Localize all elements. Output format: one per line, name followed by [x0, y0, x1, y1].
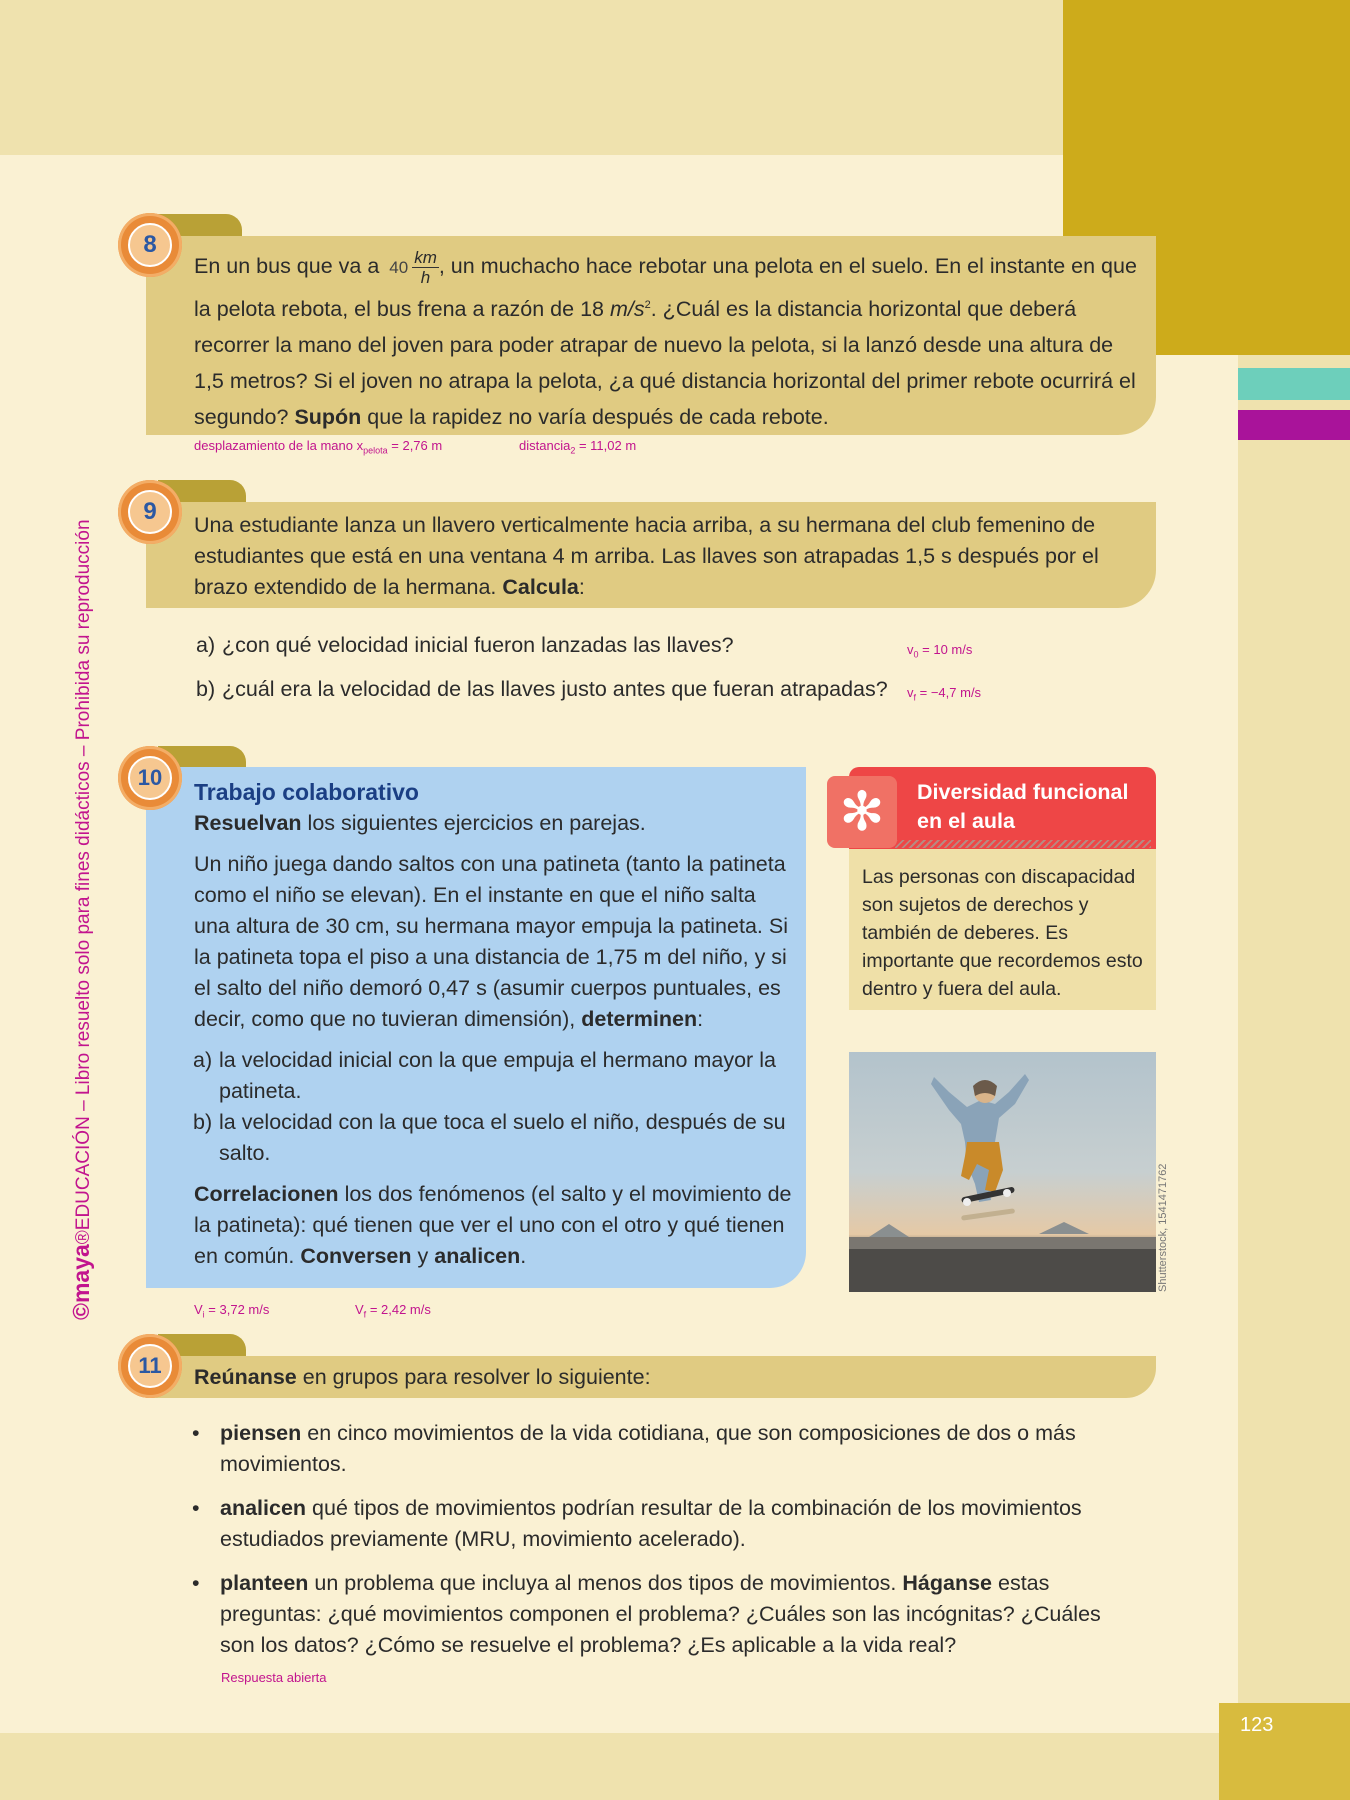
list-item: • piensen en cinco movimientos de la vida cotidiana, que son composiciones de dos o más movimientos. — [192, 1421, 1076, 1476]
exercise-10-answer-1: $V_i = 3,72$ m/s — [194, 1302, 270, 1320]
page-number: 123 — [1240, 1714, 1274, 1736]
diversity-hatch-divider — [895, 840, 1151, 848]
asterisk-icon: ✻ — [827, 776, 897, 848]
exercise-9-answer-b: $v_f = -4,7$ m/s — [907, 685, 982, 703]
magenta-tab — [1238, 410, 1350, 440]
skateboard-photo — [849, 1052, 1156, 1292]
exercise-9-item-a: a) ¿con qué velocidad inicial fueron lanzadas las llaves? — [196, 633, 734, 657]
exercise-11-list — [188, 1418, 1138, 1674]
exercise-10-intro: Resuelvan los siguientes ejercicios en parejas. — [194, 811, 646, 835]
exercise-8-answer-2: distancia$_2$ = 11,02 m — [519, 438, 637, 456]
exercise-8-text: En un bus que va a 40 $\frac{km}{h}$ , un muchacho hace rebotar una pelota en el suelo. En el instante en que la pelota rebota, el bus frena a razón de 18 $m/s^2$. ¿Cuál es la distancia horizontal que deberá recorrer la mano del joven para poder atrapar de nuevo la pelota, si la lanzó desde una altura de 1,5 metros? Si el joven no atrapa la pelota, ¿a qué distancia horizontal del primer rebote ocurrirá el segundo? Supón que la rapidez no varía después de cada rebote. — [194, 248, 1137, 430]
right-gold-block — [1238, 0, 1350, 355]
exercise-11-box — [146, 1356, 1156, 1398]
teal-tab — [1238, 368, 1350, 400]
list-item: • planteen un problema que incluya al menos dos tipos de movimientos. Háganse estas preguntas: ¿qué movimientos componen el problema? ¿Cuáles son las incógnitas? ¿Cuáles son los datos? ¿Cómo se resuelve el problema? ¿Es aplicable a la vida real? — [192, 1571, 1101, 1657]
exercise-9-badge: 9 — [118, 480, 182, 544]
skateboarder-illustration — [849, 1052, 1156, 1292]
exercise-8-badge: 8 — [118, 213, 182, 277]
exercise-10-item-b: b) la velocidad con la que toca el suelo el niño, después de su salto. — [193, 1110, 786, 1165]
exercise-11-answer: Respuesta abierta — [221, 1670, 327, 1685]
exercise-11-intro: Reúnanse en grupos para resolver lo siguiente: — [194, 1365, 651, 1389]
fraction-km-h: $\frac{km}{h}$ — [414, 248, 437, 287]
diversity-box-text: Las personas con discapacidad son sujetos de derechos y también de deberes. Es importante que recordemos esto dentro y fuera del aula. — [849, 849, 1156, 1010]
exercise-10-box — [146, 767, 806, 1288]
diversity-box-title: Diversidad funcional en el aula — [917, 780, 1129, 833]
exercise-10-body: Un niño juega dando saltos con una patineta (tanto la patineta como el niño se elevan). En el instante en que el niño salta una altura de 30 cm, su hermana mayor empuja la patineta. Si la patineta topa el piso a una distancia de 1,75 m del niño, y si el salto del niño demoró 0,47 s (asumir cuerpos puntuales, es decir, como que no tuvieran dimensión), determinen: — [194, 852, 788, 1031]
photo-credit: Shutterstock, 1541471762 — [1157, 1163, 1169, 1292]
copyright-text: ®EDUCACIÓN – Libro resuelto solo para fines didácticos – Prohibida su reproducción — [73, 519, 94, 1245]
exercise-10-item-a: a) la velocidad inicial con la que empuja el hermano mayor la patineta. — [193, 1048, 776, 1103]
brand-logo: ©maya — [68, 1244, 94, 1320]
vertical-copyright — [68, 480, 95, 1320]
exercise-10-answer-2: $V_f = 2,42$ m/s — [355, 1302, 431, 1320]
exercise-9-answer-a: $v_0 = 10$ m/s — [907, 642, 973, 660]
exercise-8-box — [146, 236, 1156, 435]
exercise-9-box — [146, 502, 1156, 608]
exercise-10-correlation: Correlacionen los dos fenómenos (el salto y el movimiento de la patineta): qué tienen que ver el uno con el otro y qué tienen en común. Conversen y analicen. — [194, 1182, 792, 1268]
exercise-9-item-b: b) ¿cuál era la velocidad de las llaves justo antes que fueran atrapadas? — [196, 677, 888, 701]
exercise-11-badge: 11 — [118, 1334, 182, 1398]
exercise-9-text: Una estudiante lanza un llavero verticalmente hacia arriba, a su hermana del club femenino de estudiantes que está en una ventana 4 m arriba. Las llaves son atrapadas 1,5 s después por el brazo extendido de la hermana. Calcula: — [194, 513, 1099, 599]
exercise-8-answer-1: desplazamiento de la mano $x_{pelota} = 2,76$ m — [194, 438, 443, 456]
exercise-10-badge: 10 — [118, 746, 182, 810]
exercise-10-title: Trabajo colaborativo — [194, 779, 419, 805]
list-item: • analicen qué tipos de movimientos podrían resultar de la combinación de los movimientos estudiados previamente (MRU, movimiento acelerado). — [192, 1496, 1082, 1551]
